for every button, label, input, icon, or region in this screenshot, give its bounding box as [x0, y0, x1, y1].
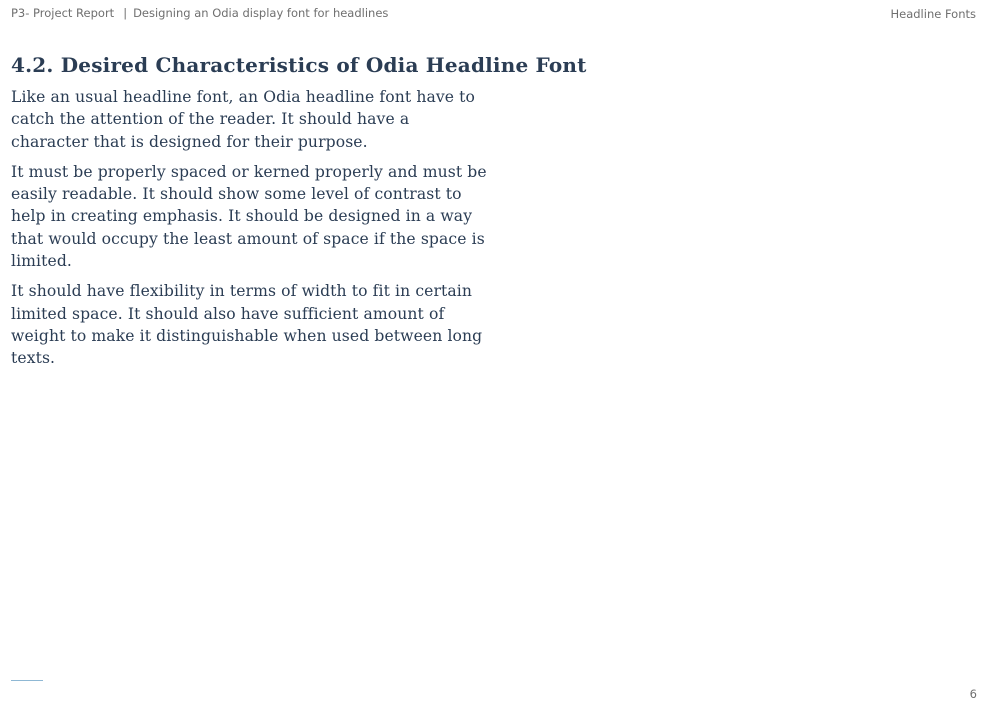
document-title: Designing an Odia display font for headlines — [133, 6, 389, 20]
page-number: 6 — [969, 687, 977, 701]
running-header — [11, 6, 388, 20]
paragraph-2: It must be properly spaced or kerned properly and must be easily readable. It should show some level of contrast to help in creating emphasis. It should be designed in a way that would occupy the least amount of space if the space is limited. — [11, 162, 487, 271]
report-label: P3- Project Report — [11, 6, 115, 20]
main-content — [11, 50, 587, 378]
section-label: Headline Fonts — [890, 7, 976, 21]
paragraph-1: Like an usual headline font, an Odia headline font have to catch the attention of the reader. It should have a character that is designed for their purpose. — [11, 88, 476, 151]
footer-rule — [11, 680, 43, 681]
header-separator: | — [123, 6, 128, 20]
section-title: 4.2. Desired Characteristics of Odia Headline Font — [11, 53, 587, 77]
paragraph-3: It should have flexibility in terms of width to fit in certain limited space. It should also have sufficient amount of weight to make it distinguishable when used between long texts. — [11, 282, 483, 368]
